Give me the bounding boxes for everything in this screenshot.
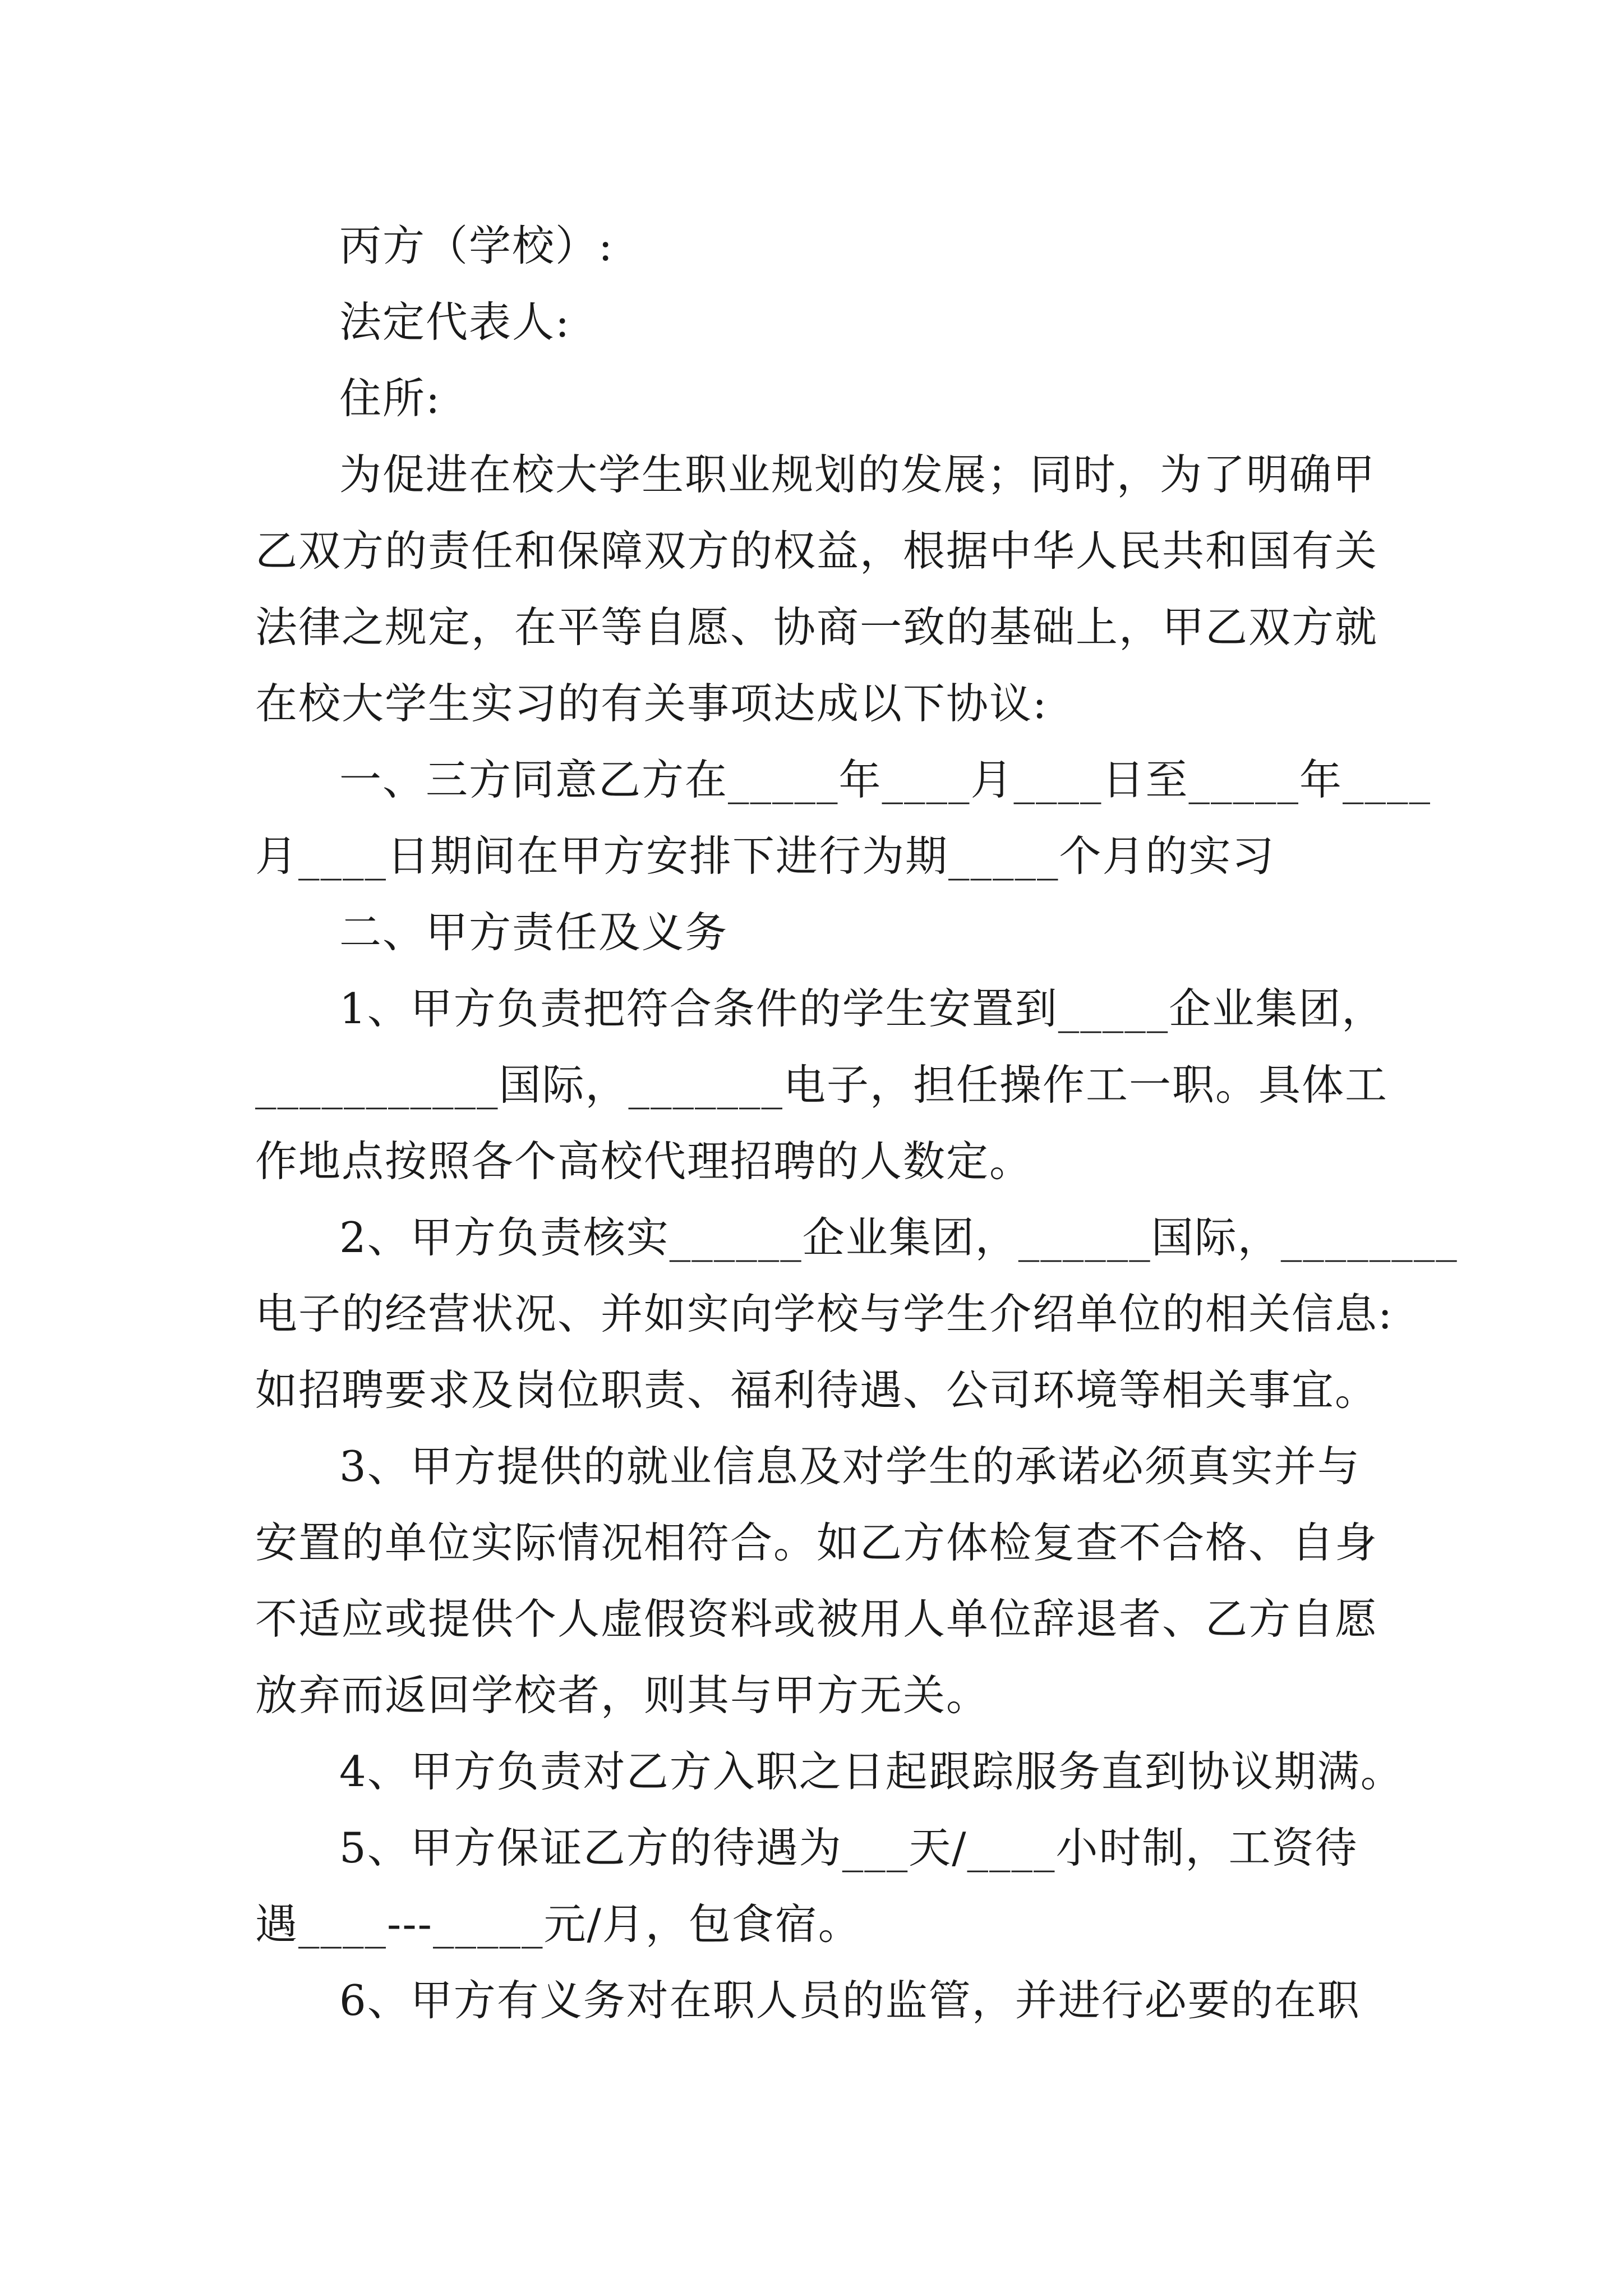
item-2-line-1: 2、甲方负责核实______企业集团，______国际，________ bbox=[339, 1213, 1458, 1262]
preamble-line-3: 法律之规定，在平等自愿、协商一致的基础上，甲乙双方就 bbox=[255, 602, 1378, 652]
item-1-line-2: ___________国际，_______电子，担任操作工一职。具体工 bbox=[255, 1060, 1389, 1110]
legal-representative-line: 法定代表人: bbox=[339, 297, 571, 347]
party-c-school-line: 丙方（学校）: bbox=[339, 221, 614, 270]
preamble-line-1: 为促进在校大学生职业规划的发展；同时，为了明确甲 bbox=[339, 450, 1376, 499]
clause-1-line-2: 月____日期间在甲方安排下进行为期_____个月的实习 bbox=[255, 831, 1275, 881]
item-4-line-1: 4、甲方负责对乙方入职之日起跟踪服务直到协议期满。 bbox=[339, 1747, 1404, 1796]
item-1-line-3: 作地点按照各个高校代理招聘的人数定。 bbox=[255, 1137, 1033, 1186]
document-body bbox=[255, 208, 1458, 2039]
item-5-line-1: 5、甲方保证乙方的待遇为___天/____小时制，工资待 bbox=[339, 1823, 1358, 1872]
item-3-line-1: 3、甲方提供的就业信息及对学生的承诺必须真实并与 bbox=[339, 1442, 1361, 1491]
item-2-line-3: 如招聘要求及岗位职责、福利待遇、公司环境等相关事宜。 bbox=[255, 1365, 1378, 1415]
item-3-line-4: 放弃而返回学校者，则其与甲方无关。 bbox=[255, 1671, 990, 1720]
item-3-line-2: 安置的单位实际情况相符合。如乙方体检复查不合格、自身 bbox=[255, 1518, 1378, 1567]
section-2-heading: 二、甲方责任及义务 bbox=[339, 908, 728, 957]
clause-1-line-1: 一、三方同意乙方在_____年____月____日至_____年____ bbox=[339, 755, 1432, 804]
item-2-line-2: 电子的经营状况、并如实向学校与学生介绍单位的相关信息: bbox=[255, 1289, 1394, 1338]
item-5-line-2: 遇____---_____元/月，包食宿。 bbox=[255, 1899, 861, 1949]
item-1-line-1: 1、甲方负责把符合条件的学生安置到_____企业集团， bbox=[339, 984, 1385, 1033]
address-line: 住所: bbox=[339, 374, 441, 423]
preamble-line-4: 在校大学生实习的有关事项达成以下协议: bbox=[255, 679, 1048, 728]
item-3-line-3: 不适应或提供个人虚假资料或被用人单位辞退者、乙方自愿 bbox=[255, 1594, 1378, 1644]
preamble-line-2: 乙双方的责任和保障双方的权益，根据中华人民共和国有关 bbox=[255, 526, 1378, 576]
item-6-line-1: 6、甲方有义务对在职人员的监管，并进行必要的在职 bbox=[339, 1976, 1361, 2025]
